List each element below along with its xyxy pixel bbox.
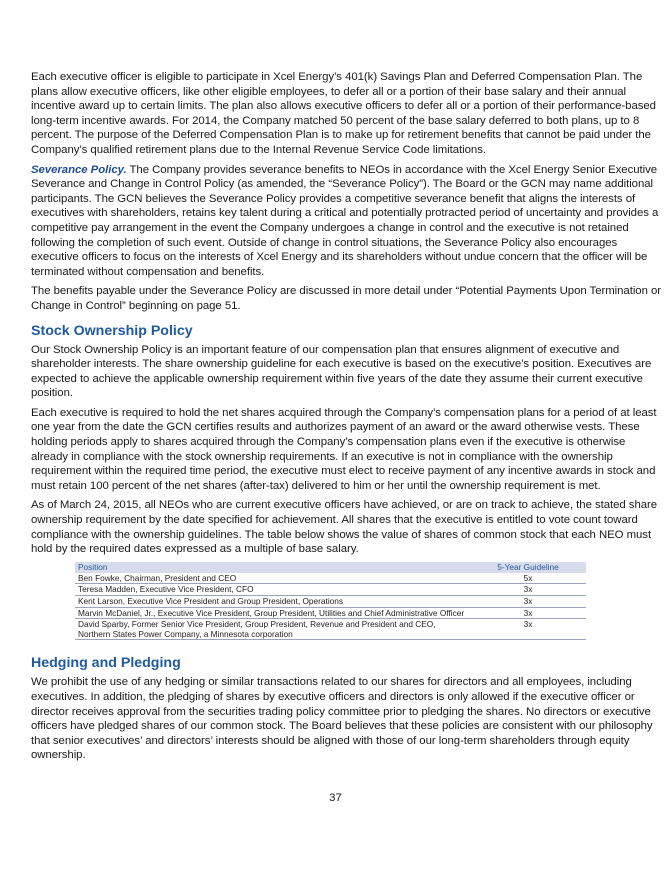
guideline-cell: 5x	[470, 573, 586, 584]
page-number: 37	[329, 792, 342, 804]
table-row	[75, 619, 586, 640]
table-header-row	[75, 562, 586, 573]
stock-ownership-paragraph-3: As of March 24, 2015, all NEOs who are current executive officers have achieved, or are on track to achieve, the stated share ownership requirement by the date specified for achievement. All shares that the executive is entitled to vote count toward compliance with the ownership guidelines. The table below shows the value of shares of common stock that each NEO must hold by the required dates expressed as a multiple of base salary.	[31, 499, 658, 556]
table-row	[75, 596, 586, 608]
deferred-compensation-paragraph: Each executive officer is eligible to participate in Xcel Energy’s 401(k) Savings Plan and Deferred Compensation Plan. The plans allow executive officers, like other eligible employees, to defer all or a portion of their base salary and their annual incentive award up to certain limits. The plan also allows executive officers to defer all or a portion of their performance-based long-term incentive awards. For 2014, the Company matched 50 percent of the base salary deferred to both plans, up to 8 percent. The purpose of the Deferred Compensation Plan is to make up for retirement benefits that cannot be paid under the Company’s qualified retirement plans due to the Internal Revenue Service Code limitations.	[31, 71, 656, 156]
table-row	[75, 607, 586, 619]
stock-ownership-heading: Stock Ownership Policy	[31, 322, 193, 339]
position-cell: Ben Fowke, Chairman, President and CEO	[75, 573, 470, 584]
ownership-guideline-table	[75, 562, 586, 641]
table-row	[75, 584, 586, 596]
position-cell: David Sparby, Former Senior Vice President, Group President, Revenue and President and CEO, Northern States Power Company, a Minnesota corporation	[75, 619, 470, 640]
stock-ownership-paragraph-2: Each executive is required to hold the net shares acquired through the Company’s compensation plans for a period of at least one year from the date the GCN certifies results and authorizes payment of an award or the award otherwise vests. These holding periods apply to shares acquired through the Company’s compensation plans even if the executive is otherwise already in compliance with the stock ownership requirements. If an executive is not in compliance with the ownership requirement within the required time period, the executive must elect to receive payment of any incentive awards in stock and must retain 100 percent of the net shares (after-tax) delivered to him or her until the ownership requirement is met.	[31, 406, 657, 492]
stock-ownership-paragraph-1: Our Stock Ownership Policy is an important feature of our compensation plan that ensures alignment of executive and shareholder interests. The share ownership guideline for each executive is based on the executive’s position. Executives are expected to achieve the applicable ownership requirement within five years of the date they assume their current executive position.	[31, 343, 652, 400]
position-cell: Marvin McDaniel, Jr., Executive Vice President, Group President, Utilities and Chief Administrative Officer	[75, 607, 470, 619]
table-row	[75, 573, 586, 584]
guideline-cell: 3x	[470, 584, 586, 596]
severance-followup-paragraph: The benefits payable under the Severance Policy are discussed in more detail under “Potential Payments Upon Termination or Change in Control” beginning on page 51.	[31, 285, 662, 312]
position-cell: Teresa Madden, Executive Vice President, CFO	[75, 584, 470, 596]
severance-policy-paragraph	[31, 163, 663, 280]
guideline-cell: 3x	[470, 619, 586, 640]
hedging-pledging-paragraph: We prohibit the use of any hedging or similar transactions related to our shares for directors and all employees, including executives. In addition, the pledging of shares by executive officers and directors is only allowed if the executive officer or director receives approval from the securities trading policy committee prior to pledging the shares. No directors or executive officers have pledged shares of our common stock. The Board believes that these policies are consistent with our philosophy that senior executives’ and directors’ interests should be aligned with those of our long-term shareholders through equity ownership.	[31, 676, 653, 762]
column-header-position: Position	[75, 562, 470, 573]
position-cell: Kent Larson, Executive Vice President and Group President, Operations	[75, 596, 470, 608]
guideline-cell: 3x	[470, 596, 586, 608]
hedging-pledging-heading: Hedging and Pledging	[31, 655, 181, 672]
column-header-guideline: 5-Year Guideline	[470, 562, 586, 573]
severance-policy-text: The Company provides severance benefits to NEOs in accordance with the Xcel Energy Senior Executive Severance and Change in Control Policy (as amended, the “Severance Policy”). The Board or the GCN may name additional participants. The GCN believes the Severance Policy provides a competitive severance benefit that aligns the interests of executives with shareholders, retains key talent during a critical and potentially protracted period of uncertainty and provides a competitive pay arrangement in the event the Company undergoes a change in control and the executive is not retained following the completion of such event. Outside of change in control situations, the Severance Policy also encourages executive officers to focus on the interests of Xcel Energy and its shareholders without undue concern that the officer will be terminated without compensation and benefits.	[31, 163, 659, 278]
severance-policy-inline-heading: Severance Policy.	[31, 163, 127, 176]
guideline-cell: 3x	[470, 607, 586, 619]
document-page	[31, 70, 663, 768]
